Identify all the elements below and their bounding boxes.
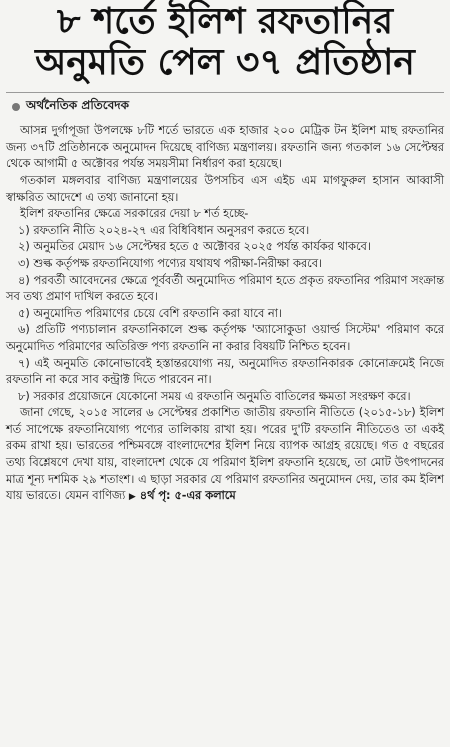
paragraph-order: গতকাল মঙ্গলবার বাণিজ্য মন্ত্রণালয়ের উপসচিব এস এইচ এম মাগফুরুল হাসান আব্বাসী স্বাক্ষরিত আদেশে এ তথ্য জানানো হয়।	[6, 173, 444, 204]
headline-line-2: অনুমতি পেল ৩৭ প্রতিষ্ঠান	[35, 41, 415, 83]
paragraph-conditions-intro: ইলিশ রফতানির ক্ষেত্রে সরকারের দেয়া ৮ শর্ত হচ্ছে-	[20, 207, 249, 221]
byline	[12, 97, 444, 117]
condition-item-5: ৫) অনুমোদিত পরিমাণের চেয়ে বেশি রফতানি করা যাবে না।	[18, 306, 282, 320]
background-text: জানা গেছে, ২০১৫ সালের ৬ সেপ্টেম্বর প্রকাশিত জাতীয় রফতানি নীতিতে (২০১৫-১৮) ইলিশ শর্ত সাপেক্ষে রফতানিযোগ্য পণ্যের তালিকায় রাখা হয়। পরের দু'টি রফতানি নীতিতেও তা একই রকম রাখা হয়। ভারতের পশ্চিমবঙ্গে বাংলাদেশের ইলিশ নিয়ে ব্যাপক আগ্রহ রয়েছে। গত ৫ বছরের তথ্য বিশ্লেষণে দেখা যায়, বাংলাদেশ থেকে যে পরিমাণ ইলিশ রফতানি হয়েছে, তা মোট উৎপাদনের মাত্র শূন্য দশমিক ২৯ শতাংশ। এ ছাড়া সরকার যে পরিমাণ রফতানির অনুমোদন দেয়, তার কম ইলিশ যায় ভারতে। যেমন বাণিজ্য	[6, 406, 444, 503]
byline-text: অর্থনৈতিক প্রতিবেদক	[26, 98, 129, 113]
byline-divider	[6, 92, 444, 93]
condition-item-1: ১) রফতানি নীতি ২০২৪-২৭ এর বিধিবিধান অনুসরণ করতে হবে।	[18, 223, 310, 237]
continuation-jump	[129, 489, 236, 502]
bullet-icon	[12, 103, 20, 111]
article-body	[6, 123, 444, 506]
headline	[6, 0, 444, 82]
condition-item-8: ৮) সরকার প্রয়োজনে যেকোনো সময় এ রফতানি অনুমতি বাতিলের ক্ষমতা সংরক্ষণ করে।	[18, 389, 411, 403]
paragraph-background	[6, 405, 444, 506]
condition-item-7: ৭) এই অনুমতি কোনোভাবেই হস্তান্তরযোগ্য নয়, অনুমোদিত রফতানিকারক কোনোক্রমেই নিজে রফতানি না করে সাব কন্ট্রাক্ট দিতে পারবেন না।	[6, 356, 444, 387]
headline-line-1: ৮ শর্তে ইলিশ রফতানির	[56, 1, 394, 42]
condition-item-6: ৬) প্রতিটি পণ্যচালান রফতানিকালে শুল্ক কর্তৃপক্ষ 'অ্যাসোকুডা ওয়ার্ল্ড সিস্টেম' পরিমাণ করে অনুমোদিত পরিমাণের অতিরিক্ত পণ্য রফতানি না করার বিষয়টি নিশ্চিত হবেন।	[6, 323, 444, 353]
continuation-jump-text: ৪র্থ পৃ: ৫-এর কলামে	[139, 489, 236, 503]
paragraph-intro: আসন্ন দুর্গাপূজা উপলক্ষে ৮টি শর্তে ভারতে এক হাজার ২০০ মেট্রিক টন ইলিশ মাছ রফতানির জন্য ৩৭টি প্রতিষ্ঠানকে অনুমোদন দিয়েছে বাণিজ্য মন্ত্রণালয়। রফতানি জন্য গতকাল ১৬ সেপ্টেম্বর থেকে আগামী ৫ অক্টোবর পর্যন্ত সময়সীমা নির্ধারণ করা হয়েছে।	[6, 124, 444, 171]
condition-item-2: ২) অনুমতির মেয়াদ ১৬ সেপ্টেম্বর হতে ৫ অক্টোবর ২০২৫ পর্যন্ত কার্যকর থাকবে।	[18, 240, 371, 254]
condition-item-3: ৩) শুল্ক কর্তৃপক্ষ রফতানিযোগ্য পণ্যের যথাযথ পরীক্ষা-নিরীক্ষা করবে।	[18, 256, 323, 270]
arrow-right-icon: ▶	[128, 492, 136, 503]
condition-item-4: ৪) পরবর্তী আবেদনের ক্ষেত্রে পূর্ববর্তী অনুমোদিত পরিমাণ হতে প্রকৃত রফতানির পরিমাণ সংক্রান্ত সব তথ্য প্রমাণ দাখিল করতে হবে।	[6, 273, 444, 304]
